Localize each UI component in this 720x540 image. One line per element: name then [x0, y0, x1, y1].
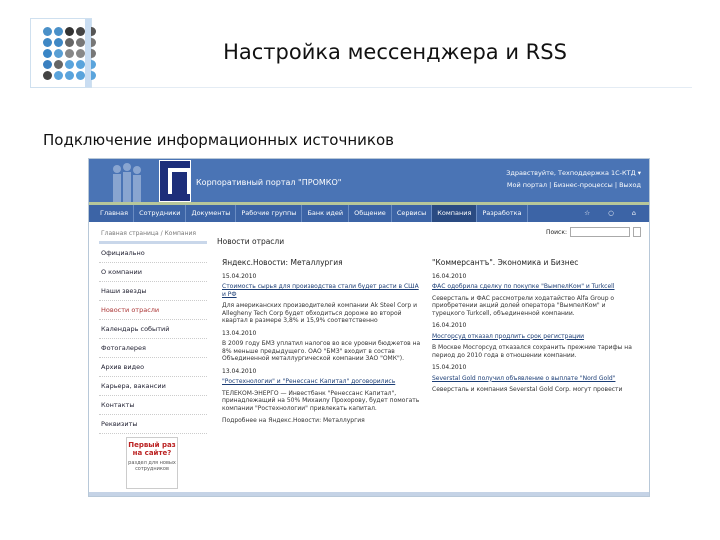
sidebar-item[interactable]: Наши звезды: [99, 282, 207, 301]
sidebar: [99, 241, 207, 434]
nav-item[interactable]: Банк идей: [302, 205, 349, 222]
logo-dot: [43, 27, 52, 36]
search-input[interactable]: [570, 227, 630, 237]
news-text: Северсталь и ФАС рассмотрели ходатайство Alfa Group о приобретении акций долей оператора "ВымпелКом" и турецкого Turkcell, объединенной компании.: [432, 294, 615, 317]
nav-item[interactable]: Разработка: [477, 205, 527, 222]
sidebar-item[interactable]: Календарь событий: [99, 320, 207, 339]
sidebar-item[interactable]: Фотогалерея: [99, 339, 207, 358]
promo-title: Первый раз на сайте?: [128, 441, 176, 457]
logo-dot: [54, 27, 63, 36]
feed-title: Яндекс.Новости: Металлургия: [222, 258, 343, 267]
slide-title: Настройка мессенджера и RSS: [223, 40, 567, 64]
logo-dot: [65, 27, 74, 36]
news-link[interactable]: Мосгорсуд отказал продлить срок регистрации: [432, 332, 585, 340]
logo-dot: [76, 71, 85, 80]
logo-dot: [54, 71, 63, 80]
search-box: [546, 227, 641, 237]
sidebar-item[interactable]: Новости отрасли: [99, 301, 207, 320]
portal-name: Корпоративный портал "ПРОМКО": [196, 178, 342, 187]
sidebar-item[interactable]: Реквизиты: [99, 415, 207, 434]
sidebar-item[interactable]: О компании: [99, 263, 207, 282]
news-date: 15.04.2010: [432, 364, 467, 371]
nav-item[interactable]: Общение: [349, 205, 392, 222]
news-link[interactable]: Severstal Gold получил объявление о выплате "Nord Gold": [432, 374, 616, 382]
search-button[interactable]: [633, 227, 641, 237]
news-text: Для американских производителей компании Ak Steel Corp и Allegheny Tech Corp будет обходиться дороже во второй квартал в размере 3,8% и 15,9% соответственно: [222, 302, 418, 324]
news-date: 13.04.2010: [222, 367, 257, 375]
people-icon: [107, 161, 147, 203]
news-column-kommersant: [432, 259, 632, 399]
news-column-yandex: [222, 259, 422, 425]
portal-header: [89, 159, 649, 205]
logo-dot: [65, 71, 74, 80]
main-title: Новости отрасли: [217, 237, 285, 246]
user-links[interactable]: Мой портал | Бизнес-процессы | Выход: [506, 181, 641, 189]
greeting[interactable]: Здравствуйте, Техподдержка 1С-КТД ▾: [506, 169, 641, 177]
nav-item[interactable]: Главная: [95, 205, 134, 222]
nav-item[interactable]: Документы: [186, 205, 236, 222]
new-employee-banner[interactable]: [126, 437, 178, 489]
news-date: 16.04.2010: [432, 272, 467, 280]
logo-dot: [76, 27, 85, 36]
news-date: 15.04.2010: [222, 272, 257, 280]
news-date: 16.04.2010: [432, 322, 467, 329]
feed-title: "Коммерсантъ". Экономика и Бизнес: [432, 258, 579, 267]
news-link[interactable]: Стоимость сырья для производства стали будет расти в США и РФ: [222, 283, 419, 298]
news-date: 13.04.2010: [222, 329, 257, 337]
sidebar-item[interactable]: Официально: [99, 244, 207, 263]
portal-screenshot: [88, 158, 650, 497]
news-text: ТЕЛЕКОМ-ЭНЕРГО — Инвестбанк "Ренессанс Капитал", принадлежащий на 50% Михаилу Прохорову, будет помогать компании "Ростехнологии" привлекать капитал.: [222, 389, 420, 412]
sidebar-item[interactable]: Карьера, вакансии: [99, 377, 207, 396]
logo-dot: [43, 71, 52, 80]
nav-item[interactable]: Компания: [432, 205, 477, 222]
sidebar-item[interactable]: Архив видео: [99, 358, 207, 377]
promo-text: раздел для новых сотрудников: [128, 460, 176, 472]
news-text: В 2009 году БМЗ уплатил налогов во все уровни бюджетов на 8% меньше предыдущего. ОАО "БМЗ" входит в состав Объединенной металлургической компании ЗАО "ОМК").: [222, 340, 421, 362]
main-nav: [89, 205, 649, 222]
header-divider: [92, 87, 692, 88]
nav-item[interactable]: Сервисы: [392, 205, 432, 222]
more-link[interactable]: Подробнее на Яндекс.Новости: Металлургия: [222, 417, 365, 424]
news-link[interactable]: "Ростехнологии" и "Ренессанс Капитал" договорились: [222, 378, 396, 385]
nav-item[interactable]: Сотрудники: [134, 205, 186, 222]
news-link[interactable]: ФАС одобрила сделку по покупке "ВымпелКом" и Turkcell: [432, 283, 615, 290]
slide-subtitle: Подключение информационных источников: [43, 131, 394, 149]
bottom-bar: [89, 492, 649, 496]
search-label: Поиск:: [545, 228, 567, 236]
breadcrumb[interactable]: Главная страница / Компания: [101, 230, 197, 237]
portal-logo[interactable]: [159, 160, 191, 202]
nav-item[interactable]: Рабочие группы: [236, 205, 302, 222]
sidebar-item[interactable]: Контакты: [99, 396, 207, 415]
news-text: Северсталь и компания Severstal Gold Corp. могут провести: [432, 386, 623, 393]
nav-icons[interactable]: ☆ ○ ⌂: [584, 209, 644, 217]
news-text: В Москве Мосгорсуд отказался сохранить прежние тарифы на период до 2010 года в отношении компании.: [432, 344, 632, 359]
